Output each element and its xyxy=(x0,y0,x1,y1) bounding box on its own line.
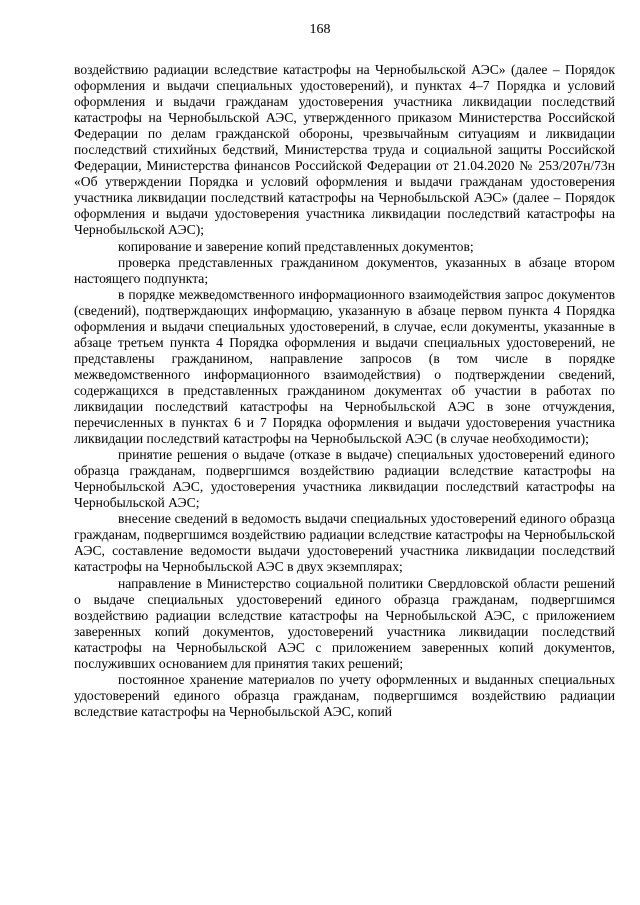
paragraph: внесение сведений в ведомость выдачи специальных удостоверений единого образца гражданам, подвергшимся воздействию радиации вследствие катастрофы на Чернобыльской АЭС, составление ведомости выдачи удостоверений участника ликвидации последствий катастрофы на Чернобыльской АЭС в двух экземплярах; xyxy=(74,511,615,575)
document-body xyxy=(74,62,615,720)
paragraph: постоянное хранение материалов по учету оформленных и выданных специальных удостоверений единого образца гражданам, подвергшимся воздействию радиации вследствие катастрофы на Чернобыльской АЭС, копий xyxy=(74,671,615,719)
page-number: 168 xyxy=(309,22,331,37)
paragraph: проверка представленных гражданином документов, указанных в абзаце втором настоящего подпункта; xyxy=(74,254,615,286)
paragraph: направление в Министерство социальной политики Свердловской области решений о выдаче специальных удостоверений единого образца гражданам, подвергшимся воздействию радиации вследствие катастрофы на Чернобыльской АЭС, с приложением заверенных копий документов, удостоверений участника ликвидации последствий катастрофы на Чернобыльской АЭС с приложением заверенных копий документов, послуживших основанием для принятия таких решений; xyxy=(74,575,615,671)
paragraph: копирование и заверение копий представленных документов; xyxy=(118,238,474,254)
paragraph-continuation: воздействию радиации вследствие катастрофы на Чернобыльской АЭС» (далее – Порядок оформления и выдачи специальных удостоверений), и пунктах 4–7 Порядка и условий оформления и выдачи гражданам удостоверения участника ликвидации последствий катастрофы на Чернобыльской АЭС, утвержденного приказом Министерства Российской Федерации по делам гражданской обороны, чрезвычайным ситуациям и ликвидации последствий стихийных бедствий, Министерства труда и социальной защиты Российской Федерации, Министерства финансов Российской Федерации от 21.04.2020 № 253/207н/73н «Об утверждении Порядка и условий оформления и выдачи гражданам удостоверения участника ликвидации последствий катастрофы на Чернобыльской АЭС» (далее – Порядок оформления и выдачи удостоверения участника ликвидации последствий катастрофы на Чернобыльской АЭС); xyxy=(74,62,615,238)
paragraph: принятие решения о выдаче (отказе в выдаче) специальных удостоверений единого образца гражданам, подвергшимся воздействию радиации вследствие катастрофы на Чернобыльской АЭС, удостоверения участника ликвидации последствий катастрофы на Чернобыльской АЭС; xyxy=(74,447,615,511)
paragraph: в порядке межведомственного информационного взаимодействия запрос документов (сведений), подтверждающих информацию, указанную в абзаце первом пункта 4 Порядка оформления и выдачи специальных удостоверений, в случае, если документы, указанные в абзаце третьем пункта 4 Порядка оформления и выдачи специальных удостоверений, не представлены гражданином, направление запросов (в том числе в порядке межведомственного информационного взаимодействия) о подтверждении сведений, содержащихся в представленных гражданином документах об участии в работах по ликвидации последствий катастрофы на Чернобыльской АЭС в зоне отчуждения, перечисленных в пунктах 6 и 7 Порядка оформления и выдачи удостоверения участника ликвидации последствий катастрофы на Чернобыльской АЭС (в случае необходимости); xyxy=(74,286,615,447)
